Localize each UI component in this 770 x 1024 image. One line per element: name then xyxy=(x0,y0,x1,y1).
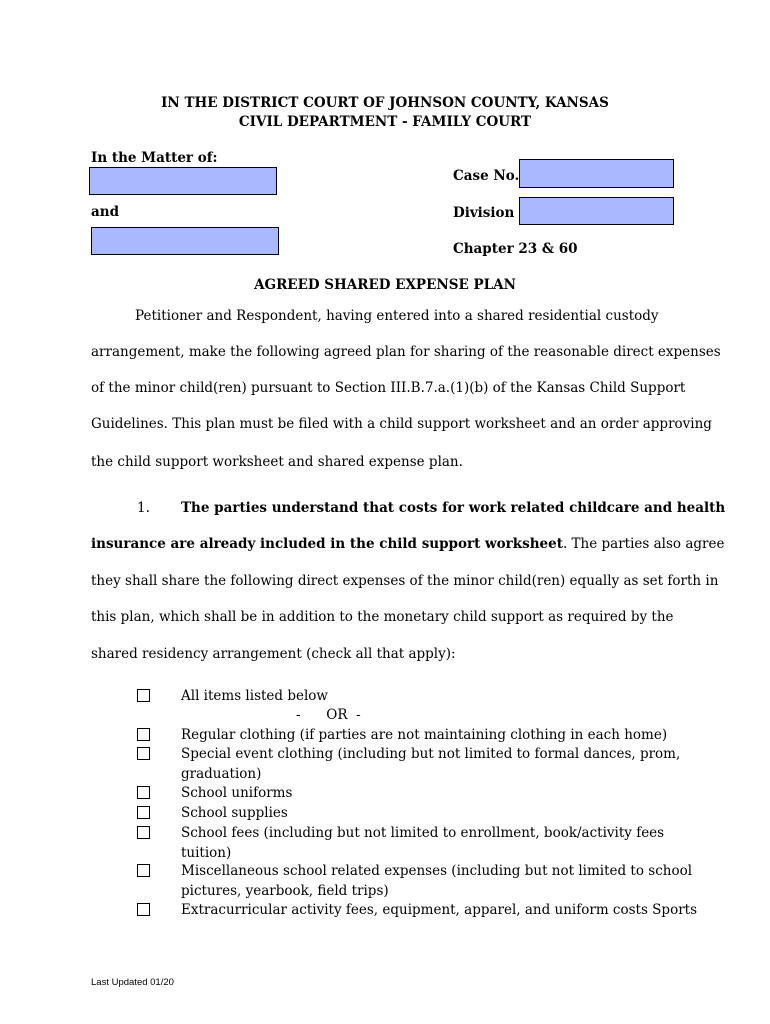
section-line xyxy=(91,536,724,552)
and-label: and xyxy=(91,204,120,220)
checkbox-item[interactable] xyxy=(137,806,150,819)
checklist-label: School fees (including but not limited to enrollment, book/activity fees xyxy=(181,825,665,841)
matter-label: In the Matter of: xyxy=(91,150,218,166)
section-text-bold: The parties understand that costs for work related childcare and health xyxy=(181,500,726,516)
document-title: AGREED SHARED EXPENSE PLAN xyxy=(254,277,516,293)
case-no-field[interactable] xyxy=(519,159,674,188)
court-heading: IN THE DISTRICT COURT OF JOHNSON COUNTY, KANSAS xyxy=(161,95,609,111)
checkbox-item[interactable] xyxy=(137,903,150,916)
checklist-label: Miscellaneous school related expenses (including but not limited to school xyxy=(181,863,693,879)
intro-line: Guidelines. This plan must be filed with a child support worksheet and an order approving xyxy=(91,416,712,432)
checklist-label: School uniforms xyxy=(181,785,293,801)
intro-line: of the minor child(ren) pursuant to Section III.B.7.a.(1)(b) of the Kansas Child Support xyxy=(91,380,686,396)
checklist-label: School supplies xyxy=(181,805,288,821)
party1-field[interactable] xyxy=(89,167,277,195)
section-text: shared residency arrangement (check all that apply): xyxy=(91,646,456,662)
checkbox-item[interactable] xyxy=(137,786,150,799)
checkbox-all-items[interactable] xyxy=(137,689,150,702)
checklist-label: Special event clothing (including but not limited to formal dances, prom, xyxy=(181,746,681,762)
section-text: this plan, which shall be in addition to the monetary child support as required by the xyxy=(91,609,674,625)
checklist-label: graduation) xyxy=(181,766,262,782)
checklist-label: Extracurricular activity fees, equipment, apparel, and uniform costs Sports xyxy=(181,902,698,918)
intro-line: the child support worksheet and shared expense plan. xyxy=(91,454,463,470)
case-no-label: Case No. xyxy=(453,168,520,184)
intro-line: Petitioner and Respondent, having entered into a shared residential custody xyxy=(135,308,659,324)
checklist-label: All items listed below xyxy=(181,688,328,704)
intro-line: arrangement, make the following agreed plan for sharing of the reasonable direct expenses xyxy=(91,344,721,360)
checklist-label: pictures, yearbook, field trips) xyxy=(181,883,389,899)
division-field[interactable] xyxy=(519,197,674,225)
section-text-bold: insurance are already included in the child support worksheet xyxy=(91,536,563,552)
checkbox-item[interactable] xyxy=(137,826,150,839)
section-text: . The parties also agree xyxy=(562,536,725,552)
section-number: 1. xyxy=(137,500,150,516)
checkbox-item[interactable] xyxy=(137,864,150,877)
last-updated-footer: Last Updated 01/20 xyxy=(91,977,174,988)
chapter-label: Chapter 23 & 60 xyxy=(453,241,578,257)
checkbox-item[interactable] xyxy=(137,728,150,741)
checklist-label: Regular clothing (if parties are not maintaining clothing in each home) xyxy=(181,727,668,743)
checkbox-item[interactable] xyxy=(137,747,150,760)
section-text: they shall share the following direct expenses of the minor child(ren) equally as set forth in xyxy=(91,573,719,589)
checklist-label: tuition) xyxy=(181,845,232,861)
division-label: Division xyxy=(453,205,515,221)
or-separator: - OR - xyxy=(296,707,361,723)
party2-field[interactable] xyxy=(91,227,279,255)
department-heading: CIVIL DEPARTMENT - FAMILY COURT xyxy=(238,114,532,130)
